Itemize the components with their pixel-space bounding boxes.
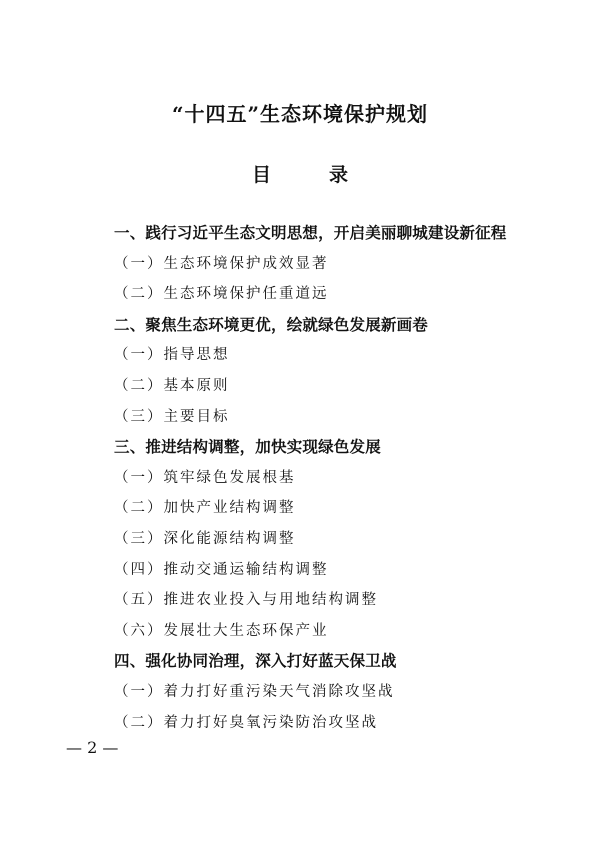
toc-entry: （一）筑牢绿色发展根基 xyxy=(114,469,296,486)
toc-heading xyxy=(0,160,600,187)
toc-entry: （五）推进农业投入与用地结构调整 xyxy=(114,592,378,609)
toc-entry: 三、推进结构调整，加快实现绿色发展 xyxy=(114,438,381,457)
document-title: “十四五”生态环境保护规划 xyxy=(171,102,428,126)
toc-heading-char-1: 目 xyxy=(251,164,271,186)
toc-entry: （三）主要目标 xyxy=(114,408,230,425)
toc-entry: （一）指导思想 xyxy=(114,347,230,364)
toc-entry: （二）加快产业结构调整 xyxy=(114,500,296,517)
page-number: — 2 — xyxy=(66,738,119,757)
toc-entry: （三）深化能源结构调整 xyxy=(114,531,296,547)
toc-entry: （二）着力打好臭氧污染防治攻坚战 xyxy=(114,714,378,731)
toc-entry: （二）基本原则 xyxy=(114,378,230,394)
toc-entry: （一）生态环境保护成效显著 xyxy=(114,255,329,272)
toc-entry: （四）推动交通运输结构调整 xyxy=(114,561,329,578)
toc-entry: 二、聚焦生态环境更优，绘就绿色发展新画卷 xyxy=(114,315,429,334)
toc-heading-char-2: 录 xyxy=(329,164,349,186)
toc-entry: （一）着力打好重污染天气消除攻坚战 xyxy=(114,684,395,700)
toc-entry: 四、强化协同治理，深入打好蓝天保卫战 xyxy=(114,652,397,671)
toc-entry: （六）发展壮大生态环保产业 xyxy=(114,622,329,639)
toc-entry: 一、践行习近平生态文明思想，开启美丽聊城建设新征程 xyxy=(114,224,507,242)
toc-entry: （二）生态环境保护任重道远 xyxy=(114,286,329,303)
